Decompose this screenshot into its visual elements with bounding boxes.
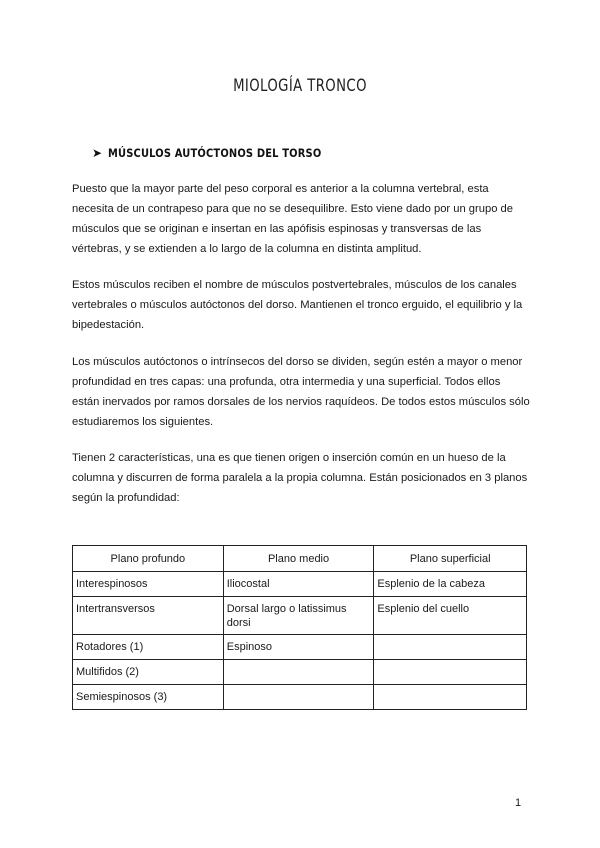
muscle-planes-table — [72, 545, 527, 710]
paragraph-3: Los músculos autóctonos o intrínsecos del dorso se dividen, según estén a mayor o menor profundidad en tres capas: una profunda, otra intermedia y una superficial. Todos ellos están inervados por ramos dorsales de los nervios raquídeos. De todos estos músculos sólo estudiaremos los siguientes. — [72, 356, 530, 428]
table-row — [73, 597, 527, 635]
page-title: MIOLOGÍA TRONCO — [233, 76, 367, 96]
table-cell: Rotadores (1) — [73, 635, 224, 660]
table-cell — [374, 660, 527, 685]
header-plano-superficial: Plano superficial — [374, 546, 527, 572]
table-cell: Dorsal largo o latissimus dorsi — [223, 597, 374, 635]
table-row — [73, 635, 527, 660]
table-cell: Intertransversos — [73, 597, 224, 635]
table-cell — [374, 635, 527, 660]
table-cell: Multifidos (2) — [73, 660, 224, 685]
paragraph-4: Tienen 2 características, una es que tienen origen o inserción común en un hueso de la columna y discurren de forma paralela a la propia columna. Están posicionados en 3 planos según la profundidad: — [72, 452, 528, 504]
arrow-bullet-icon: ➤ — [92, 146, 103, 160]
table-cell: Semiespinosos (3) — [73, 685, 224, 710]
section-heading-text: MÚSCULOS AUTÓCTONOS DEL TORSO — [108, 146, 322, 160]
paragraph-2: Estos músculos reciben el nombre de músculos postvertebrales, músculos de los canales vertebrales o músculos autóctonos del dorso. Mantienen el tronco erguido, el equilibrio y la bipedestación. — [72, 279, 523, 331]
table-cell: Espinoso — [223, 635, 374, 660]
table-row — [73, 660, 527, 685]
table-cell — [223, 660, 374, 685]
table-cell: Esplenio del cuello — [374, 597, 527, 635]
table-cell: Esplenio de la cabeza — [374, 572, 527, 597]
table-cell — [223, 685, 374, 710]
table-cell: Iliocostal — [223, 572, 374, 597]
table-row — [73, 685, 527, 710]
page-number: 1 — [515, 797, 522, 809]
table-cell: Interespinosos — [73, 572, 224, 597]
paragraph-1: Puesto que la mayor parte del peso corporal es anterior a la columna vertebral, esta necesita de un contrapeso para que no se desequilibre. Esto viene dado por un grupo de músculos que se originan e insertan en las apófisis espinosas y transversas de las vértebras, y se extienden a lo largo de la columna en distinta amplitud. — [72, 183, 513, 255]
table-header-row — [73, 546, 527, 572]
section-heading — [92, 146, 356, 160]
header-plano-medio: Plano medio — [223, 546, 374, 572]
table-cell — [374, 685, 527, 710]
header-plano-profundo: Plano profundo — [73, 546, 224, 572]
table-row — [73, 572, 527, 597]
